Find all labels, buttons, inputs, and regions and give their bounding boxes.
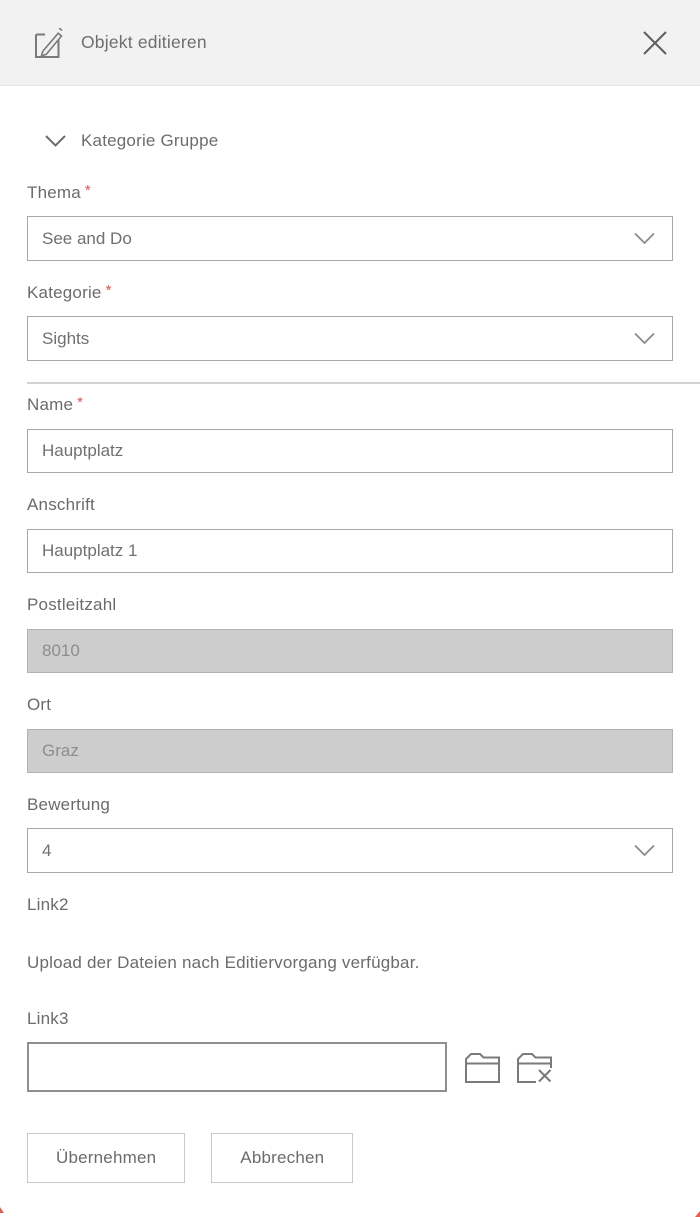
thema-label: Thema bbox=[27, 183, 81, 202]
map-marker-fragment bbox=[0, 1207, 4, 1213]
section-kategorie-gruppe[interactable] bbox=[27, 127, 673, 155]
bewertung-select[interactable] bbox=[27, 828, 673, 873]
edit-pencil-square-icon bbox=[30, 25, 66, 61]
link3-label: Link3 bbox=[27, 1009, 69, 1028]
link2-label: Link2 bbox=[27, 895, 69, 914]
folder-open-button[interactable] bbox=[464, 1051, 501, 1084]
anschrift-label: Anschrift bbox=[27, 495, 95, 514]
section-title: Kategorie Gruppe bbox=[81, 131, 219, 150]
panel-header bbox=[0, 0, 700, 86]
bewertung-label: Bewertung bbox=[27, 795, 111, 814]
chevron-down-icon bbox=[633, 232, 656, 245]
cancel-button[interactable]: Abbrechen bbox=[211, 1133, 353, 1183]
required-asterisk: * bbox=[105, 282, 112, 299]
postleitzahl-input bbox=[27, 629, 673, 673]
chevron-down-icon bbox=[44, 134, 67, 148]
anschrift-input[interactable] bbox=[27, 529, 673, 573]
folder-remove-icon bbox=[516, 1051, 553, 1084]
name-input[interactable] bbox=[27, 429, 673, 473]
kategorie-label: Kategorie bbox=[27, 283, 102, 302]
chevron-down-icon bbox=[633, 332, 656, 345]
form-content bbox=[0, 127, 700, 1183]
thema-select[interactable] bbox=[27, 216, 673, 261]
action-buttons-row bbox=[27, 1133, 673, 1183]
link3-field-row bbox=[27, 1042, 673, 1092]
postleitzahl-label: Postleitzahl bbox=[27, 595, 117, 614]
kategorie-select-value: Sights bbox=[42, 328, 90, 348]
panel-title: Objekt editieren bbox=[81, 32, 207, 52]
ort-label: Ort bbox=[27, 695, 52, 714]
folder-remove-button[interactable] bbox=[516, 1051, 553, 1084]
kategorie-select[interactable] bbox=[27, 316, 673, 361]
apply-button[interactable]: Übernehmen bbox=[27, 1133, 185, 1183]
ort-input bbox=[27, 729, 673, 773]
close-x-icon bbox=[641, 29, 669, 57]
map-marker-fragment bbox=[695, 1211, 700, 1217]
link3-input[interactable] bbox=[27, 1042, 447, 1092]
close-button[interactable] bbox=[638, 26, 672, 60]
folder-open-icon bbox=[464, 1051, 501, 1084]
required-asterisk: * bbox=[77, 394, 83, 411]
upload-note: Upload der Dateien nach Editiervorgang verfügbar. bbox=[27, 953, 420, 972]
section-divider bbox=[27, 382, 700, 384]
required-asterisk: * bbox=[84, 182, 91, 199]
thema-select-value: See and Do bbox=[42, 228, 132, 248]
chevron-down-icon bbox=[633, 844, 656, 857]
name-label: Name bbox=[27, 395, 74, 414]
bewertung-select-value: 4 bbox=[42, 840, 52, 860]
